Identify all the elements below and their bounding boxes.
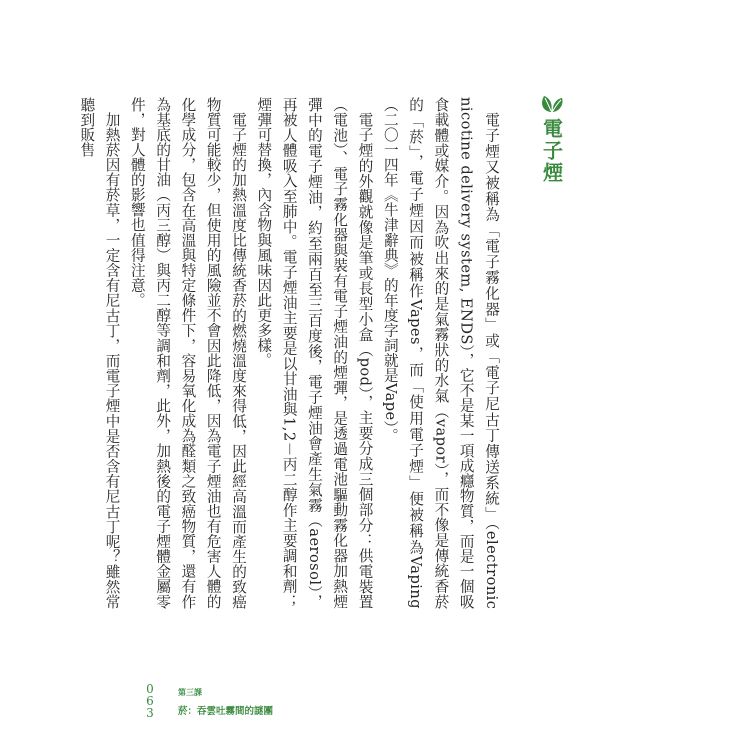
page-digit: 3 [146,706,154,720]
page-digit: 6 [146,694,154,708]
section-heading [530,92,574,184]
section-title: 電子煙 [539,118,564,184]
paragraph: 電子煙的加熱溫度比傳統香菸的燃燒溫度來得低，因此經高溫而產生的致癌物質可能較少，但使用的風險並不會因此降低，因為電子煙油也有危害人體的化學成分，包含在高溫與特定條件下，容易氧化成為醛類之致癌物質，還有作為基底的甘油（丙三醇）與丙二醇等調和劑，此外，加熱後的電子煙體金屬零件，對人體的影響也值得注意。 [128,97,248,609]
page-number [143,683,157,719]
leaf-icon [538,92,566,114]
chapter-title: 菸：吞雲吐霧間的謎團 [178,706,274,717]
chapter-label: 第三課 [178,688,202,697]
page-digit: 0 [146,682,154,696]
paragraph: 電子煙又被稱為「電子霧化器」或「電子尼古丁傳送系統」（electronic nicotine delivery system, ENDS），它不是某一項成癮物質，而是一個吸食載體或媒介。因為吹出來的是氣霧狀的水氣（vapor），而不像是傳統香菸的「菸」，電子煙因而被稱作Vapes，而「使用電子煙」便被稱為Vaping（二〇一四年《牛津辭典》的年度字詞就是Vape）。 [381,97,500,609]
paragraph: 電子煙的外觀就像是筆或長型小盒（pod），主要分成三個部分：供電裝置（電池）、電子霧化器與裝有電子煙油的煙彈，是透過電池驅動霧化器加熱煙彈中的電子煙油，約至兩百至三百度後，電子煙油會產生氣霧（aerosol），再被人體吸入至肺中。電子煙油主要是以甘油與1,2－丙二醇作主要調和劑；煙彈可替換，內含物與風味因此更多樣。 [255,97,374,609]
paragraph: 加熱菸因有菸草，一定含有尼古丁，而電子煙中是否含有尼古丁呢？雖然常聽到販售 [78,97,121,609]
body-text [78,97,504,609]
